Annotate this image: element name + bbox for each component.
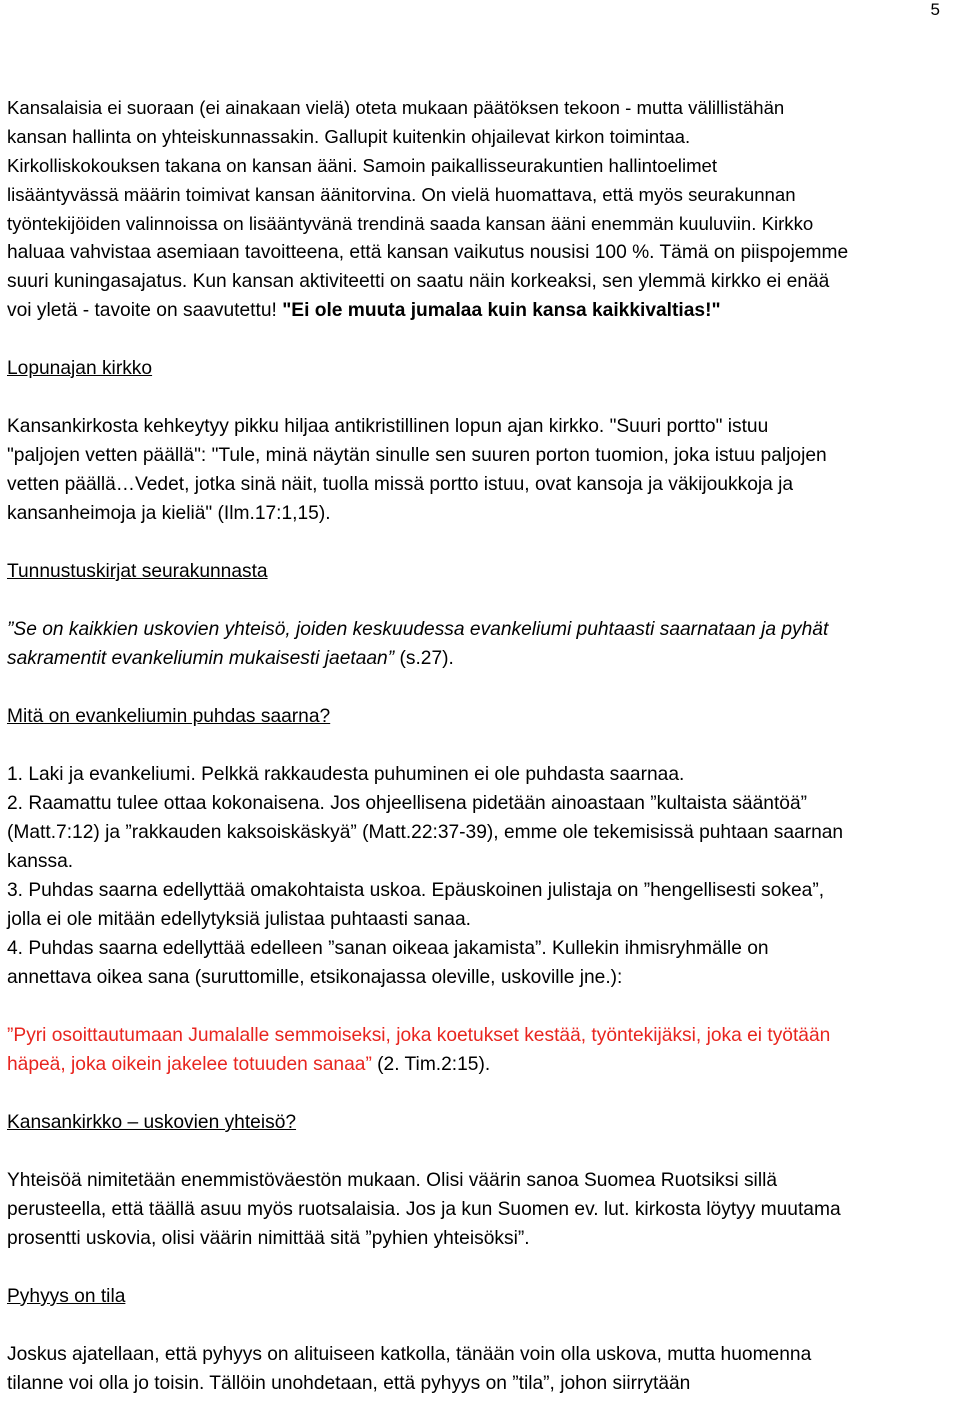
document-body: [7, 93, 958, 1398]
list-item-continued: jolla ei ole mitään edellytyksiä julistaa puhtaasti sanaa.: [7, 909, 471, 930]
paragraph-line: Joskus ajatellaan, että pyhyys on alituiseen katkolla, tänään voin olla uskova, mutta huomenna: [7, 1344, 812, 1365]
paragraph-line: prosentti uskovia, olisi väärin nimittää sitä ”pyhien yhteisöksi”.: [7, 1228, 530, 1249]
intro-line: kansan hallinta on yhteiskunnassakin. Gallupit kuitenkin ohjailevat kirkon toimintaa.: [7, 126, 691, 147]
intro-line: Kirkolliskokouksen takana on kansan ääni. Samoin paikallisseurakuntien hallintoelimet: [7, 155, 718, 176]
intro-line: Kansalaisia ei suoraan (ei ainakaan vielä) oteta mukaan päätöksen tekoon - mutta välillistähän: [7, 97, 785, 118]
red-quote-reference: (2. Tim.2:15).: [377, 1054, 491, 1075]
paragraph-line: perusteella, että täällä asuu myös ruotsalaisia. Jos ja kun Suomen ev. lut. kirkosta löytyy muutama: [7, 1199, 841, 1220]
list-item-continued: annettava oikea sana (suruttomille, etsikonajassa oleville, uskoville jne.):: [7, 967, 623, 988]
intro-bold-quote: "Ei ole muuta jumalaa kuin kansa kaikkivaltias!": [282, 300, 721, 321]
list-item: 2. Raamattu tulee ottaa kokonaisena. Jos ohjeellisena pidetään ainoastaan ”kultaista sääntöä”: [7, 793, 808, 814]
tunnustus-quote: [7, 615, 958, 673]
section-heading-tunnustus: Tunnustuskirjat seurakunnasta: [7, 561, 268, 582]
paragraph-line: vetten päällä…Vedet, jotka sinä näit, tuolla missä portto istuu, ovat kansoja ja väkijoukkoja ja: [7, 474, 794, 495]
intro-line-text: voi yletä - tavoite on saavutettu!: [7, 300, 283, 321]
quote-reference: (s.27).: [399, 648, 454, 669]
red-quote-text: häpeä, joka oikein jakelee totuuden sanaa”: [7, 1054, 378, 1075]
list-item: 1. Laki ja evankeliumi. Pelkkä rakkaudesta puhuminen ei ole puhdasta saarnaa.: [7, 764, 685, 785]
paragraph-line: Kansankirkosta kehkeytyy pikku hiljaa antikristillinen lopun ajan kirkko. "Suuri portto" istuu: [7, 416, 769, 437]
red-quote-line: ”Pyri osoittautumaan Jumalalle semmoiseksi, joka koetukset kestää, työntekijäksi, joka ei työtään: [7, 1025, 831, 1046]
paragraph-line: kansanheimoja ja kieliä" (Ilm.17:1,15).: [7, 503, 331, 524]
paragraph-line: Yhteisöä nimitetään enemmistöväestön mukaan. Olisi väärin sanoa Suomea Ruotsiksi sillä: [7, 1170, 778, 1191]
intro-line: suuri kuningasajatus. Kun kansan aktiviteetti on saatu näin korkeaksi, sen ylemmä kirkko ei enää: [7, 271, 830, 292]
kansankirkko-paragraph: [7, 1166, 958, 1253]
list-item-continued: (Matt.7:12) ja ”rakkauden kaksoiskäskyä” (Matt.22:37-39), emme ole tekemisissä puhtaan saarnan: [7, 822, 844, 843]
lopunajan-paragraph: [7, 412, 958, 528]
list-item-continued: kanssa.: [7, 851, 74, 872]
red-quote: [7, 1021, 958, 1079]
intro-line: lisääntyvässä määrin toimivat kansan äänitorvina. On vielä huomattava, että myös seurakunnan: [7, 184, 796, 205]
intro-line: haluaa vahvistaa asemiaan tavoitteena, että kansan vaikutus nousisi 100 %. Tämä on piispojemme: [7, 242, 849, 263]
section-heading-kansankirkko: Kansankirkko – uskovien yhteisö?: [7, 1112, 297, 1133]
pyhyys-paragraph: [7, 1340, 958, 1398]
intro-paragraph: [7, 93, 958, 325]
page-number: 5: [930, 0, 940, 19]
red-quote-line: [7, 1050, 958, 1079]
quote-line: ”Se on kaikkien uskovien yhteisö, joiden keskuudessa evankeliumi puhtaasti saarnataan ja pyhät: [7, 619, 829, 640]
paragraph-line: "paljojen vetten päällä": "Tule, minä näytän sinulle sen suuren porton tuomion, joka istuu paljojen: [7, 445, 827, 466]
section-heading-evankeliumi: Mitä on evankeliumin puhdas saarna?: [7, 706, 331, 727]
evankeliumi-list: [7, 760, 958, 992]
section-heading-lopunajan: Lopunajan kirkko: [7, 358, 153, 379]
quote-line: [7, 644, 958, 673]
quote-line-text: sakramentit evankeliumin mukaisesti jaetaan”: [7, 648, 400, 669]
paragraph-line: tilanne voi olla jo toisin. Tällöin unohdetaan, että pyhyys on ”tila”, johon siirrytään: [7, 1373, 691, 1394]
list-item: 4. Puhdas saarna edellyttää edelleen ”sanan oikeaa jakamista”. Kullekin ihmisryhmälle on: [7, 938, 769, 959]
intro-line: [7, 296, 958, 325]
section-heading-pyhyys: Pyhyys on tila: [7, 1286, 126, 1307]
intro-line: työntekijöiden valinnoissa on lisääntyvänä trendinä saada kansan ääni enemmän kuuluviin. Kirkko: [7, 213, 814, 234]
list-item: 3. Puhdas saarna edellyttää omakohtaista uskoa. Epäuskoinen julistaja on ”hengellisesti sokea”,: [7, 880, 825, 901]
